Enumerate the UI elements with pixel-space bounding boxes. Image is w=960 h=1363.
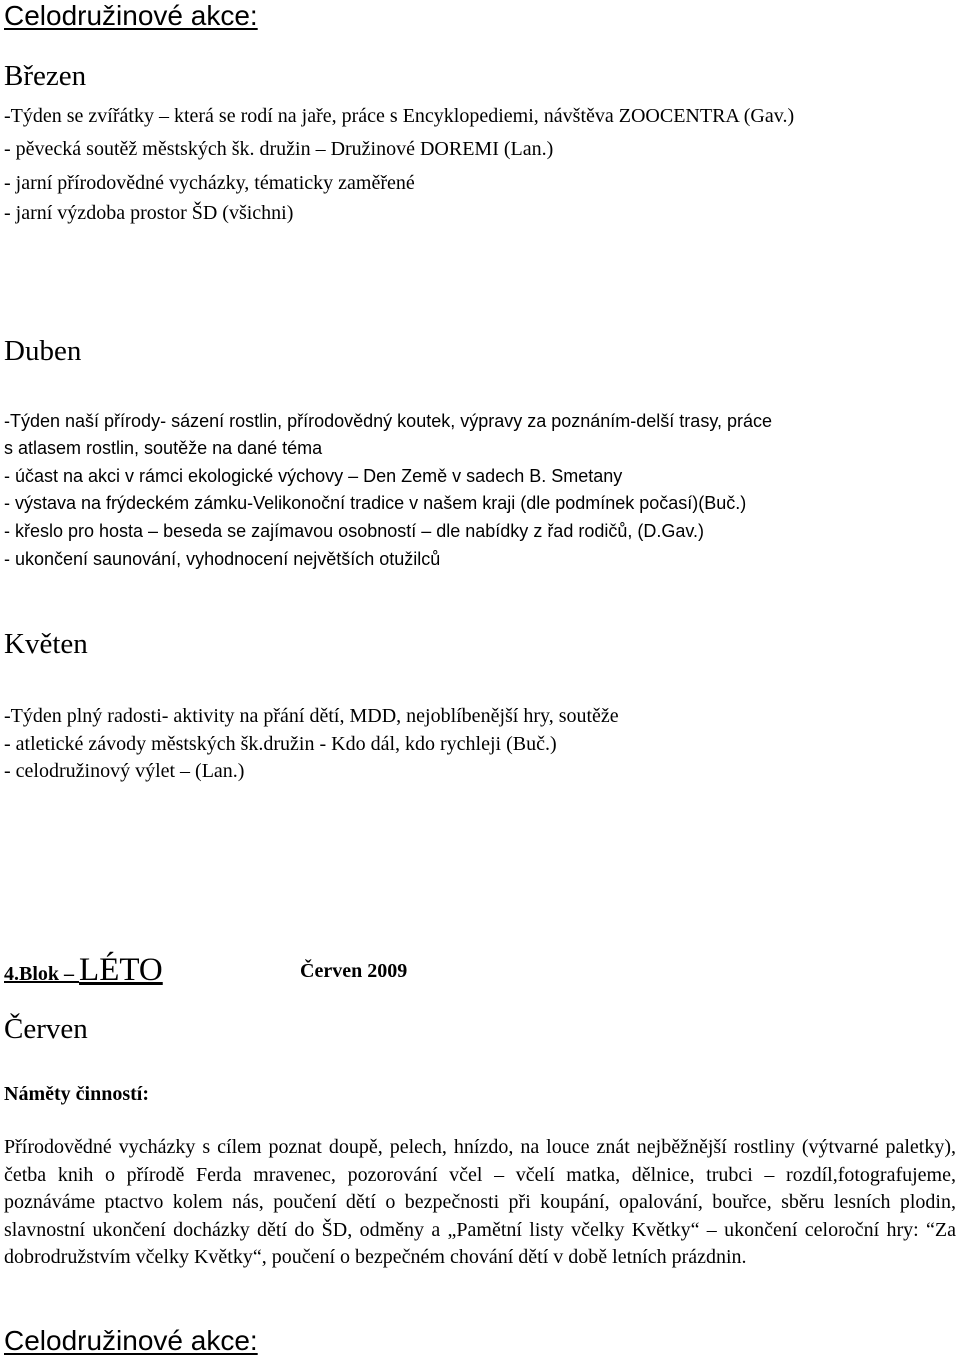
list-item: -Týden naší přírody- sázení rostlin, přírodovědný koutek, výpravy za poznáním-delší trasy, práce	[4, 411, 773, 431]
list-item: - účast na akci v rámci ekologické výchovy – Den Země v sadech B. Smetany	[4, 466, 623, 486]
month-title-march: Březen	[4, 60, 87, 92]
activities-paragraph: Přírodovědné vycházky s cílem poznat doupě, pelech, hnízdo, na louce znát nejběžnější rostliny (výtvarné paletky), četba knih o přírodě Ferda mravenec, pozorování včel – včelí matka, dělnice, trubci – rozdíl,fotografujeme, poznáváme ptactvo kolem nás, poučení dětí o bezpečnosti při koupání, opalování, bouřce, sběru lesních plodin, slavnostní ukončení docházky dětí do ŠD, odměny a „Pamětní listy včelky Květky“ – ukončení celoroční hry: “Za dobrodružstvím včelky Květky“, poučení o bezpečném chování dětí v době letních prázdnin.	[4, 1136, 956, 1269]
list-item: - pěvecká soutěž městských šk. družin – Družinové DOREMI (Lan.)	[4, 138, 554, 160]
list-item: -Týden plný radosti- aktivity na přání dětí, MDD, nejoblíbenější hry, soutěže	[4, 705, 619, 727]
section-heading-top: Celodružinové akce:	[4, 0, 258, 31]
month-title-june: Červen	[4, 1013, 88, 1045]
list-item: - atletické závody městských šk.družin - Kdo dál, kdo rychleji (Buč.)	[4, 733, 557, 755]
list-item: -Týden se zvířátky – která se rodí na jaře, práce s Encyklopediemi, návštěva ZOOCENTRA (Gav.)	[4, 105, 795, 127]
month-title-may: Květen	[4, 628, 88, 660]
list-item: s atlasem rostlin, soutěže na dané téma	[4, 438, 323, 458]
list-item: - jarní výzdoba prostor ŠD (všichni)	[4, 202, 294, 224]
block-month-year: Červen 2009	[300, 960, 408, 982]
list-item: - jarní přírodovědné vycházky, tématicky zaměřené	[4, 172, 415, 194]
activities-subheading: Náměty činností:	[4, 1083, 149, 1105]
block-prefix: 4.Blok –	[4, 963, 80, 985]
section-heading-bottom: Celodružinové akce:	[4, 1325, 258, 1356]
list-item: - ukončení saunování, vyhodnocení největších otužilců	[4, 549, 441, 569]
list-item: - celodružinový výlet – (Lan.)	[4, 760, 245, 782]
block-name: LÉTO	[79, 952, 163, 988]
list-item: - křeslo pro hosta – beseda se zajímavou osobností – dle nabídky z řad rodičů, (D.Gav.)	[4, 521, 705, 541]
list-item: - výstava na frýdeckém zámku-Velikonoční tradice v našem kraji (dle podmínek počasí)(Buč.)	[4, 493, 747, 513]
month-title-april: Duben	[4, 335, 82, 367]
block-heading	[4, 952, 163, 992]
